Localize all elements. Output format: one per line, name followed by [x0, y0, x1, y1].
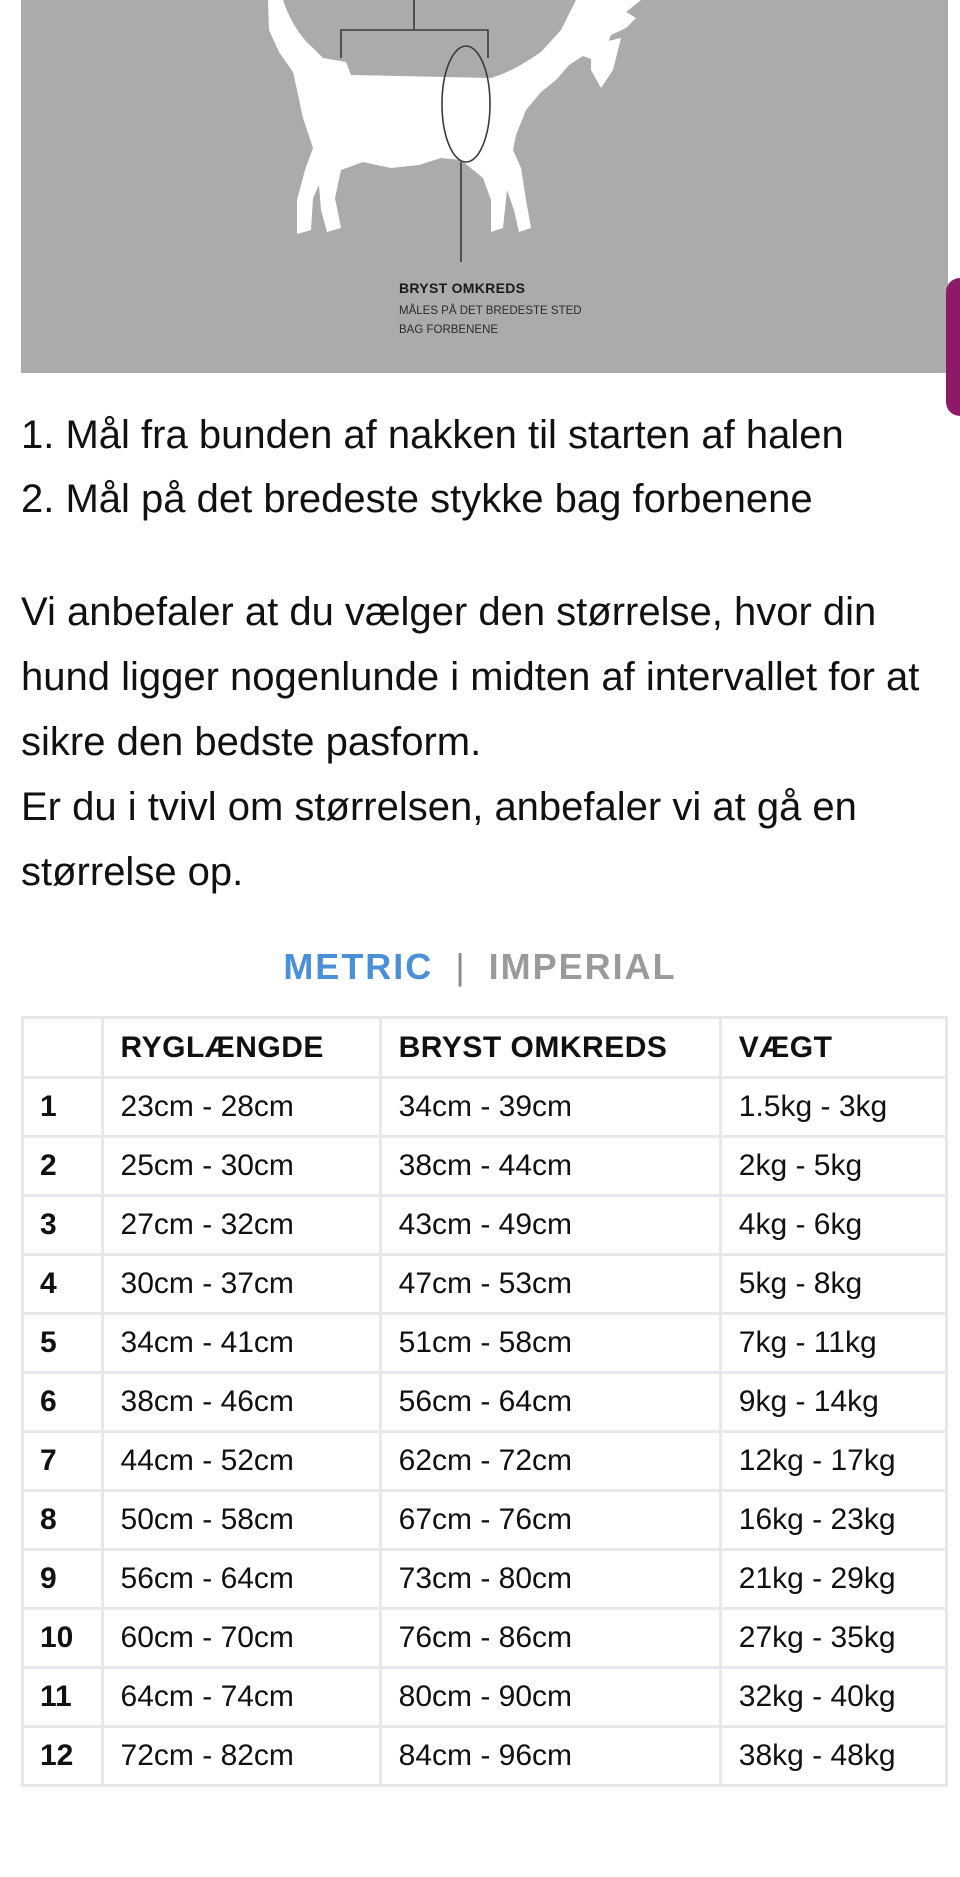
chest-girth-cell: 80cm - 90cm [380, 1668, 720, 1727]
weight-cell: 12kg - 17kg [720, 1432, 946, 1491]
weight-cell: 7kg - 11kg [720, 1314, 946, 1373]
weight-cell: 27kg - 35kg [720, 1609, 946, 1668]
weight-cell: 2kg - 5kg [720, 1137, 946, 1196]
instruction-step-1: 1. Mål fra bunden af nakken til starten af halen [21, 413, 844, 457]
size-cell: 1 [23, 1078, 103, 1137]
chest-girth-cell: 84cm - 96cm [380, 1727, 720, 1786]
header-chest-girth: BRYST OMKREDS [380, 1018, 720, 1078]
size-table [21, 1016, 948, 1787]
back-length-cell: 30cm - 37cm [102, 1255, 380, 1314]
unit-separator: | [455, 946, 467, 987]
size-cell: 8 [23, 1491, 103, 1550]
size-table-header-row [23, 1018, 947, 1078]
header-weight: VÆGT [720, 1018, 946, 1078]
chest-girth-cell: 51cm - 58cm [380, 1314, 720, 1373]
table-row [23, 1609, 947, 1668]
metric-tab[interactable]: METRIC [283, 946, 434, 987]
back-length-cell: 64cm - 74cm [102, 1668, 380, 1727]
weight-cell: 16kg - 23kg [720, 1491, 946, 1550]
size-cell: 2 [23, 1137, 103, 1196]
side-feedback-tab[interactable] [946, 278, 960, 416]
chest-girth-cell: 73cm - 80cm [380, 1550, 720, 1609]
chest-measure-title: BRYST OMKREDS [399, 280, 526, 296]
size-cell: 4 [23, 1255, 103, 1314]
table-row [23, 1314, 947, 1373]
weight-cell: 38kg - 48kg [720, 1727, 946, 1786]
table-row [23, 1078, 947, 1137]
size-cell: 11 [23, 1668, 103, 1727]
unit-toggle [0, 946, 960, 988]
back-length-cell: 23cm - 28cm [102, 1078, 380, 1137]
table-row [23, 1550, 947, 1609]
table-row [23, 1432, 947, 1491]
back-length-cell: 25cm - 30cm [102, 1137, 380, 1196]
size-cell: 9 [23, 1550, 103, 1609]
header-back-length: RYGLÆNGDE [102, 1018, 380, 1078]
size-cell: 6 [23, 1373, 103, 1432]
weight-cell: 1.5kg - 3kg [720, 1078, 946, 1137]
back-length-cell: 72cm - 82cm [102, 1727, 380, 1786]
chest-girth-cell: 67cm - 76cm [380, 1491, 720, 1550]
table-row [23, 1727, 947, 1786]
size-cell: 3 [23, 1196, 103, 1255]
chest-measure-subtitle-line2: BAG FORBENENE [399, 324, 499, 336]
chest-girth-cell: 34cm - 39cm [380, 1078, 720, 1137]
weight-cell: 9kg - 14kg [720, 1373, 946, 1432]
back-length-cell: 44cm - 52cm [102, 1432, 380, 1491]
chest-girth-cell: 47cm - 53cm [380, 1255, 720, 1314]
table-row [23, 1196, 947, 1255]
back-length-cell: 56cm - 64cm [102, 1550, 380, 1609]
back-length-cell: 34cm - 41cm [102, 1314, 380, 1373]
chest-girth-cell: 56cm - 64cm [380, 1373, 720, 1432]
chest-measure-subtitle [399, 302, 759, 340]
chest-girth-cell: 38cm - 44cm [380, 1137, 720, 1196]
measurement-instructions [21, 403, 951, 531]
table-row [23, 1491, 947, 1550]
chest-girth-cell: 62cm - 72cm [380, 1432, 720, 1491]
back-length-cell: 38cm - 46cm [102, 1373, 380, 1432]
size-cell: 7 [23, 1432, 103, 1491]
imperial-tab[interactable]: IMPERIAL [488, 946, 677, 987]
chest-measure-caption [399, 280, 759, 340]
weight-cell: 32kg - 40kg [720, 1668, 946, 1727]
chest-girth-cell: 43cm - 49cm [380, 1196, 720, 1255]
size-guide-illustration [21, 0, 948, 373]
weight-cell: 5kg - 8kg [720, 1255, 946, 1314]
header-size [23, 1018, 103, 1078]
table-row [23, 1668, 947, 1727]
size-cell: 12 [23, 1727, 103, 1786]
back-length-cell: 60cm - 70cm [102, 1609, 380, 1668]
chest-girth-cell: 76cm - 86cm [380, 1609, 720, 1668]
size-cell: 10 [23, 1609, 103, 1668]
weight-cell: 21kg - 29kg [720, 1550, 946, 1609]
size-advice [21, 580, 946, 905]
back-length-cell: 27cm - 32cm [102, 1196, 380, 1255]
size-cell: 5 [23, 1314, 103, 1373]
table-row [23, 1373, 947, 1432]
weight-cell: 4kg - 6kg [720, 1196, 946, 1255]
size-advice-paragraph-2: Er du i tvivl om størrelsen, anbefaler vi at gå en størrelse op. [21, 785, 857, 894]
chest-measure-subtitle-line1: MÅLES PÅ DET BREDESTE STED [399, 305, 582, 317]
size-advice-paragraph-1: Vi anbefaler at du vælger den størrelse, hvor din hund ligger nogenlunde i midten af intervallet for at sikre den bedste pasform. [21, 590, 920, 764]
instruction-step-2: 2. Mål på det bredeste stykke bag forbenene [21, 477, 813, 521]
table-row [23, 1137, 947, 1196]
table-row [23, 1255, 947, 1314]
back-length-cell: 50cm - 58cm [102, 1491, 380, 1550]
